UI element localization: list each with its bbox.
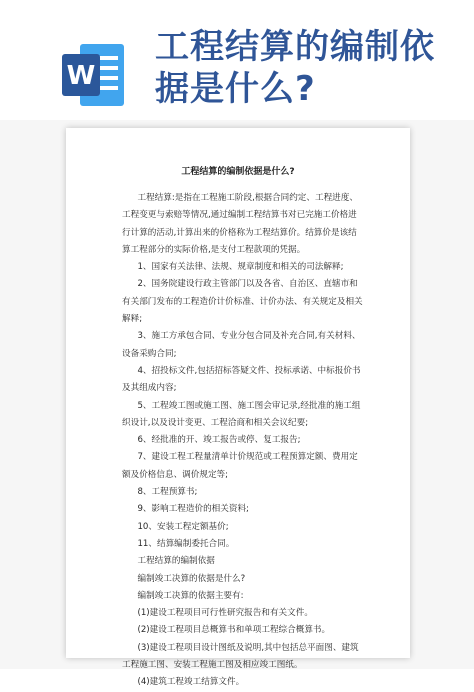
document-paragraph: 工程结算:是指在工程施工阶段,根据合同约定、工程进度、工程变更与索赔等情况,通过编制工程结算书对已完施工价格进行计算的活动,计算出来的价格称为工程结算价。结算价是该结算工程部分的实际价格,是支付工程款项的凭据。 — [122, 193, 358, 255]
word-icon-letter: W — [66, 61, 96, 91]
document-paragraph: 编制竣工决算的依据主要有: — [137, 590, 244, 601]
document-paragraph: (3)建设工程项目设计图纸及说明,其中包括总平面图、建筑工程施工图、安装工程施工图及相应竣工图纸。 — [122, 642, 359, 671]
document-title: 工程结算的编制依据是什么? — [181, 167, 295, 177]
document-paragraph: (2)建设工程项目总概算书和单项工程综合概算书。 — [137, 625, 331, 636]
document-paragraph: 1、国家有关法律、法规、规章制度和相关的司法解释; — [137, 262, 344, 273]
document-paragraph: 工程结算的编制依据 — [137, 556, 215, 567]
document-paragraph: 10、安装工程定额基价; — [137, 521, 229, 532]
document-paragraph: 编制竣工决算的依据是什么? — [137, 573, 246, 584]
document-paragraph: 11、结算编制委托合同。 — [137, 538, 235, 549]
document-paragraph: 9、影响工程造价的相关资料; — [137, 504, 249, 515]
title-banner — [0, 0, 474, 120]
document-paragraph: (4)建筑工程竣工结算文件。 — [137, 677, 245, 688]
word-document-icon — [58, 40, 128, 110]
document-paragraph: 7、建设工程工程量清单计价规范或工程预算定额、费用定额及价格信息、调价规定等; — [122, 452, 358, 480]
document-paragraph: 3、施工方承包合同、专业分包合同及补充合同,有关材料、设备采购合同; — [122, 331, 361, 359]
page-title: 工程结算的编制依据是什么? — [155, 27, 435, 109]
document-paragraph: 6、经批准的开、竣工报告或停、复工报告; — [137, 435, 301, 446]
document-body — [122, 190, 364, 692]
document-page — [66, 128, 410, 688]
document-paragraph: 8、工程预算书; — [137, 487, 198, 498]
document-paragraph: 4、招投标文件,包括招标答疑文件、投标承诺、中标报价书及其组成内容; — [122, 365, 361, 394]
document-paragraph: 2、国务院建设行政主管部门以及各省、自治区、直辖市和有关部门发布的工程造价计价标准、计价办法、有关规定及相关解释; — [122, 279, 363, 325]
document-paragraph: 5、工程竣工图或施工图、施工图会审记录,经批准的施工组织设计,以及设计变更、工程洽商和相关会议纪要; — [122, 400, 361, 428]
document-paragraph: (1)建设工程项目可行性研究报告和有关文件。 — [137, 608, 313, 619]
